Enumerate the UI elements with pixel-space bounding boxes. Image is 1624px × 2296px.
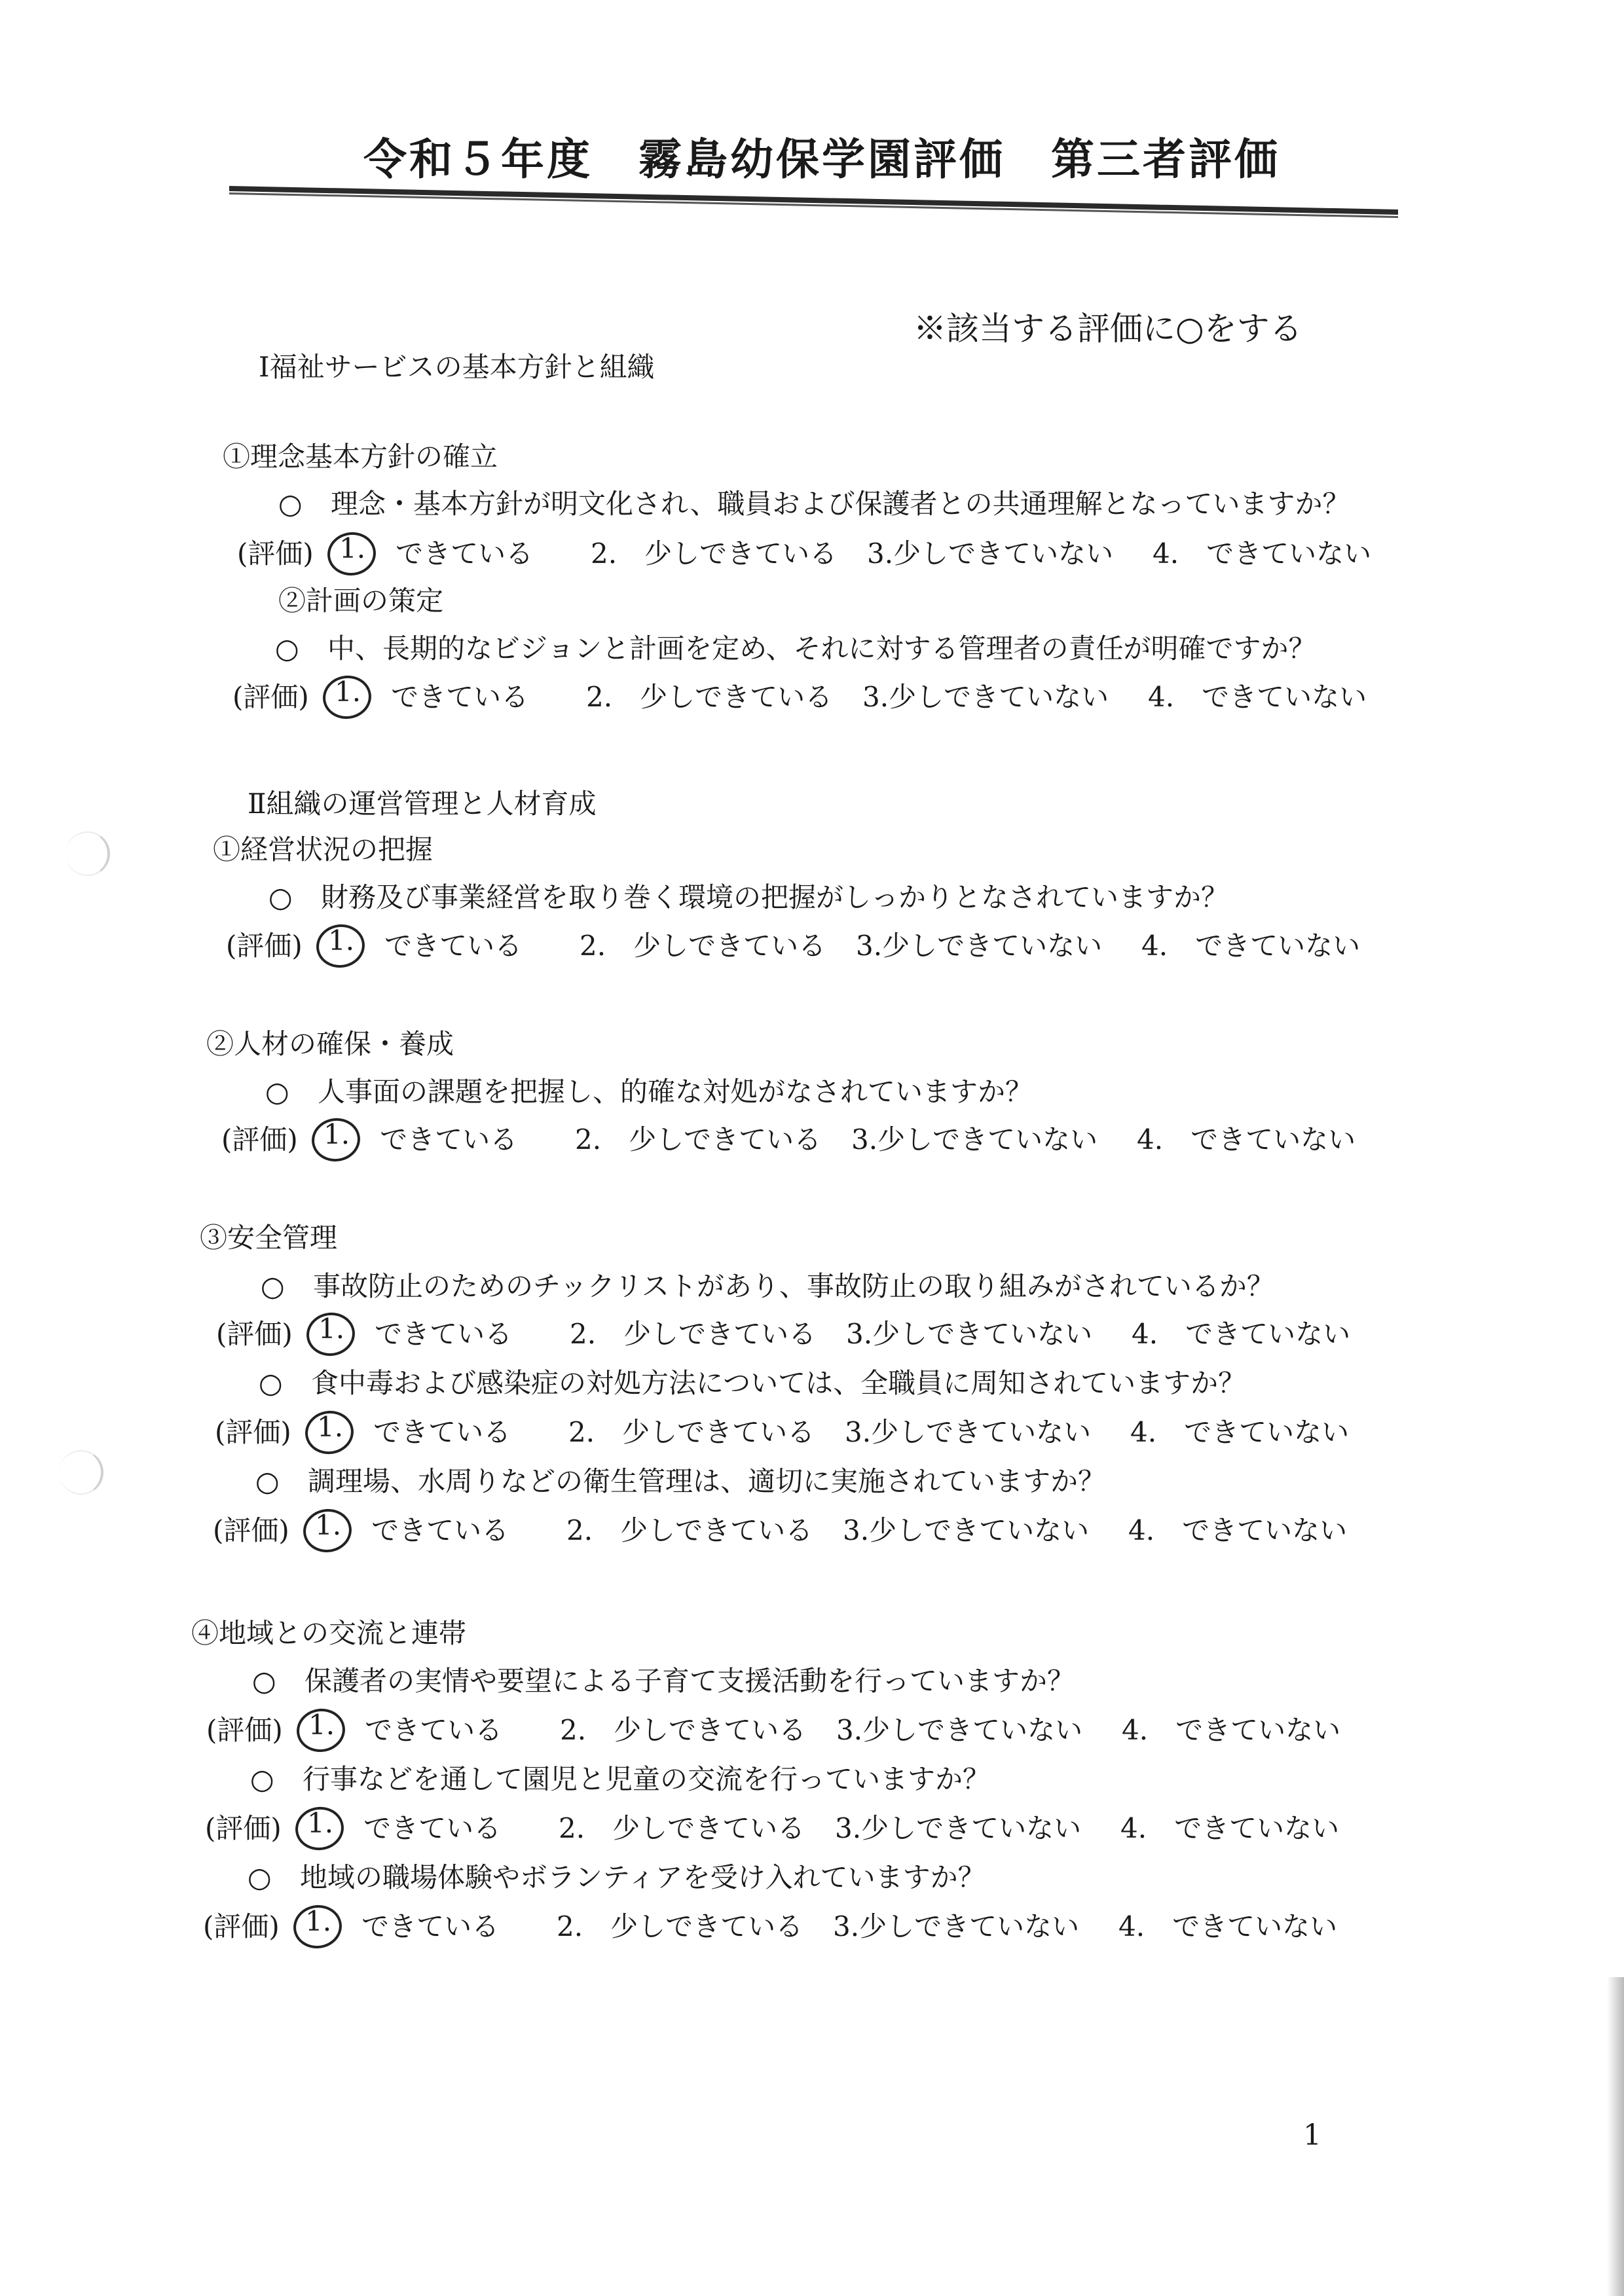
subsection-heading: ②人材の確保・養成 (206, 1028, 454, 1060)
bullet-circle-icon: ○ (259, 1367, 283, 1399)
question: ○ 財務及び事業経営を取り巻く環境の把握がしっかりとなされていますか？ (268, 881, 1229, 913)
section-heading-2: Ⅱ組織の運営管理と人材育成 (248, 788, 597, 820)
rating-option-2: 2. 少しできている (559, 1812, 805, 1844)
subsection-heading: ①理念基本方針の確立 (223, 441, 498, 473)
rating-label: (評価) (203, 1910, 280, 1942)
bullet-circle-icon: ○ (252, 1665, 276, 1697)
page-edge-shadow (1607, 1977, 1624, 2296)
punch-hole (65, 831, 110, 876)
rating-option-2: 2. 少しできている (557, 1910, 803, 1942)
rating-option-3: 3.少しできていない (833, 1910, 1080, 1942)
rating-option-3: 3.少しできていない (856, 930, 1103, 962)
question: ○ 調理場、水周りなどの衛生管理は、適切に実施されていますか？ (255, 1465, 1106, 1497)
rating-option-4: 4. できていない (1132, 1318, 1351, 1350)
rating-label: (評価) (216, 1318, 293, 1350)
question: ○ 人事面の課題を把握し、的確な対処がなされていますか？ (265, 1076, 1033, 1108)
page-title: 令和５年度 霧島幼保学園評価 第三者評価 (363, 134, 1280, 185)
bullet-circle-icon: ○ (265, 1076, 289, 1108)
rating-option-1: 1. できている (303, 1807, 333, 1839)
rating-option-2: 2. 少しできている (568, 1416, 815, 1448)
rating-option-1: 1. できている (304, 1709, 335, 1741)
rating-option-2: 2. 少しできている (586, 681, 833, 713)
page-number: 1 (1303, 2119, 1321, 2152)
question: ○ 中、長期的なビジョンと計画を定め、それに対する管理者の責任が明確ですか？ (275, 632, 1316, 665)
title-underline (229, 182, 1398, 224)
rating-option-2: 2. 少しできている (591, 538, 838, 570)
question: ○ 行事などを通して園児と児童の交流を行っていますか？ (250, 1763, 991, 1795)
rating-option-1: 1. できている (320, 1118, 350, 1150)
rating-option-4: 4. できていない (1120, 1812, 1340, 1844)
bullet-circle-icon: ○ (261, 1270, 285, 1302)
rating-option-2: 2. 少しできている (570, 1318, 817, 1350)
rating-label: (評価) (232, 681, 309, 713)
rating-option-3: 3.少しできていない (843, 1514, 1090, 1546)
question: ○ 理念・基本方針が明文化され、職員および保護者との共通理解となっていますか？ (278, 488, 1350, 520)
question: ○ 事故防止のためのチックリストがあり、事故防止の取り組みがされているか？ (261, 1270, 1274, 1302)
rating-option-1: 1. できている (335, 532, 365, 564)
subsection-heading: ③安全管理 (200, 1222, 338, 1254)
rating-option-1: 1. できている (311, 1509, 341, 1541)
rating-label: (評価) (213, 1514, 289, 1546)
rating-label: (評価) (206, 1714, 283, 1746)
subsection-heading: ④地域との交流と連帯 (191, 1617, 467, 1649)
section-heading-1: Ⅰ福祉サービスの基本方針と組織 (259, 351, 655, 383)
rating-option-2: 2. 少しできている (560, 1714, 807, 1746)
bullet-circle-icon: ○ (250, 1763, 274, 1795)
rating-option-3: 3.少しできていない (862, 681, 1109, 713)
bullet-circle-icon: ○ (278, 488, 303, 520)
subsection-heading: ②計画の策定 (278, 585, 444, 617)
rating-label: (評価) (237, 538, 314, 570)
subsection-heading: ①経営状況の把握 (213, 833, 434, 866)
rating-option-4: 4. できていない (1122, 1714, 1341, 1746)
question: ○ 食中毒および感染症の対処方法については、全職員に周知されていますか？ (259, 1367, 1246, 1399)
question: ○ 保護者の実情や要望による子育て支援活動を行っていますか？ (252, 1665, 1075, 1697)
rating-label: (評価) (215, 1416, 291, 1448)
rating-option-2: 2. 少しできている (580, 930, 826, 962)
rating-option-4: 4. できていない (1141, 930, 1361, 962)
rating-option-3: 3.少しできていない (845, 1416, 1092, 1448)
rating-option-3: 3.少しできていない (836, 1714, 1083, 1746)
rating-option-1: 1. できている (324, 924, 354, 957)
rating-option-1: 1. できている (301, 1905, 331, 1937)
rating-option-2: 2. 少しできている (566, 1514, 813, 1546)
instruction-note: ※該当する評価に○をする (913, 310, 1302, 348)
rating-option-4: 4. できていない (1137, 1123, 1356, 1156)
punch-hole (59, 1450, 103, 1495)
bullet-circle-icon: ○ (275, 632, 299, 665)
rating-option-1: 1. できている (331, 676, 361, 708)
rating-option-3: 3.少しできていない (846, 1318, 1093, 1350)
rating-option-3: 3.少しできていない (867, 538, 1114, 570)
rating-option-4: 4. できていない (1153, 538, 1372, 570)
rating-option-4: 4. できていない (1118, 1910, 1338, 1942)
rating-option-4: 4. できていない (1128, 1514, 1348, 1546)
rating-option-2: 2. 少しできている (575, 1123, 822, 1156)
rating-option-4: 4. できていない (1148, 681, 1367, 713)
bullet-circle-icon: ○ (255, 1465, 280, 1497)
rating-option-4: 4. できていない (1130, 1416, 1350, 1448)
rating-label: (評価) (221, 1123, 298, 1156)
bullet-circle-icon: ○ (248, 1861, 272, 1893)
rating-option-3: 3.少しできていない (835, 1812, 1082, 1844)
rating-option-1: 1. できている (313, 1411, 343, 1443)
rating-option-1: 1. できている (314, 1313, 344, 1345)
rating-label: (評価) (205, 1812, 282, 1844)
bullet-circle-icon: ○ (268, 881, 293, 913)
rating-label: (評価) (226, 930, 303, 962)
rating-option-3: 3.少しできていない (851, 1123, 1098, 1156)
question: ○ 地域の職場体験やボランティアを受け入れていますか？ (248, 1861, 986, 1893)
